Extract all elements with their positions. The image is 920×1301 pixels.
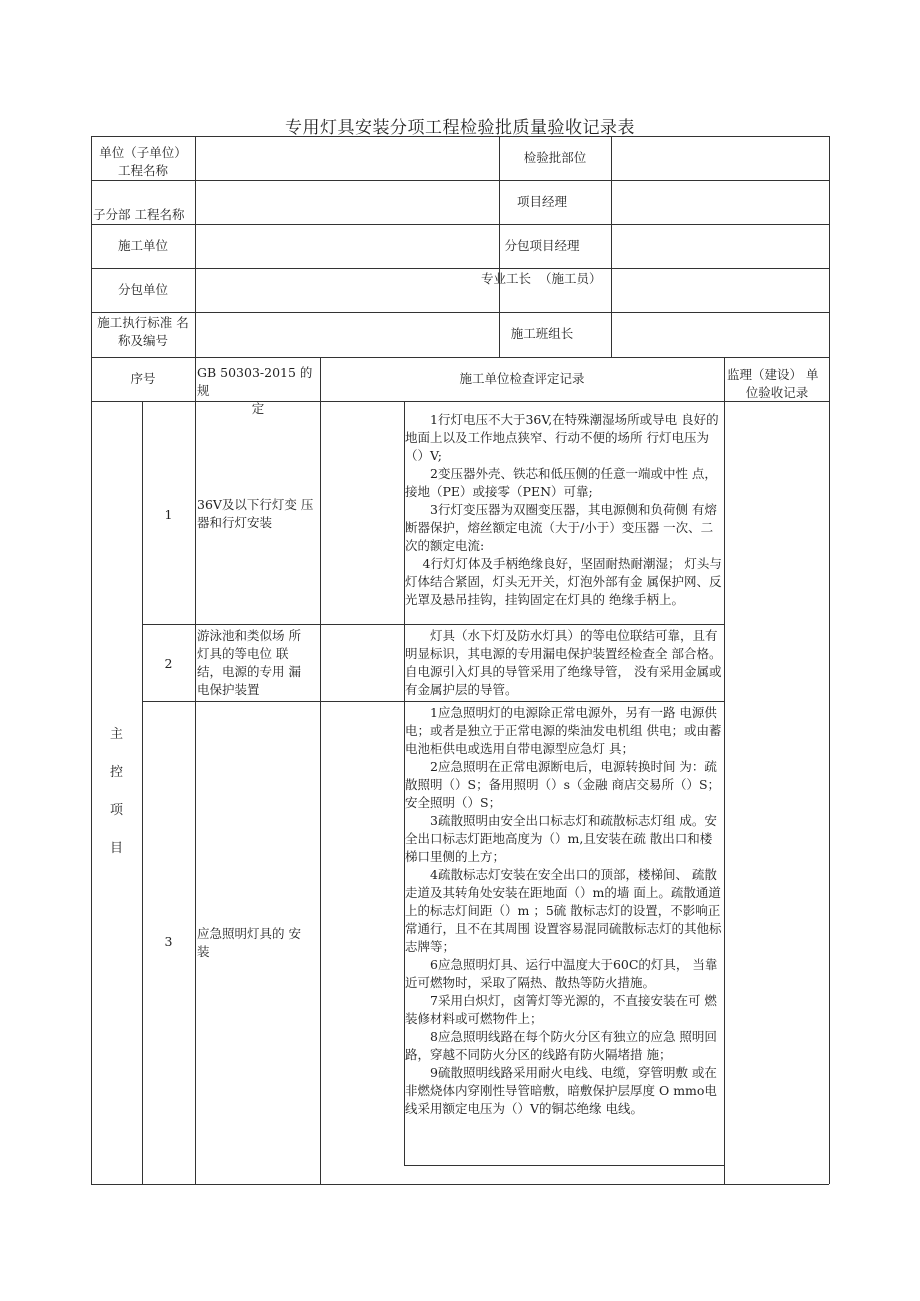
unit-label: 单位（子单位） 工程名称 bbox=[99, 145, 187, 178]
grid-line bbox=[320, 357, 321, 1184]
item-number: 1 bbox=[164, 507, 173, 522]
grid-line bbox=[724, 357, 725, 1184]
project-manager-label: 项目经理 bbox=[516, 194, 567, 209]
inspection-part-label: 检验批部位 bbox=[523, 150, 587, 165]
item-number: 3 bbox=[164, 934, 173, 949]
item-check-record: 灯具（水下灯及防水灯具）的等电位联结可靠，且有明显标识，其电源的专用漏电保护装置经检查全 部合格。自电源引入灯具的导管采用了绝缘导管， 没有采用金属或有金属护层的导管。 bbox=[405, 628, 722, 697]
item-check-record: 1行灯电压不大于36V,在特殊潮湿场所或导电 良好的地面上以及工作地点狭窄、行动不便的场所 行灯电压为（）V; 2变压器外壳、铁芯和低压侧的任意一端或中性 点，接地（PE）或接零（PEN）可靠; 3行灯变压器为双圈变压器，其电源侧和负荷侧 有熔断器保护，熔丝额定电流（大于/小于）变压器 一次、二次的额定电流: 4行灯灯体及手柄绝缘良好，坚固耐热耐潮湿； 灯头与灯体结合紧固，灯头无开关，灯泡外部有金 属保护网、反光罩及悬吊挂钩，挂钩固定在灯具的 绝缘手柄上。 bbox=[405, 412, 722, 607]
item-check-record: 1应急照明灯的电源除正常电源外，另有一路 电源供电；或者是独立于正常电源的柴油发电机组 供电；或由蓄电池柜供电或选用自带电源型应急灯 具； 2应急照明在正常电源断电后，电源转换时间 为：疏散照明（）S；备用照明（）s（金融 商店交易所（）S；安全照明（）S； 3疏散照明由安全出口标志灯和疏散标志灯组 成。安全出口标志灯距地高度为（）m,且安装在疏 散出口和楼梯口里侧的上方； 4疏散标志灯安装在安全出口的顶部，楼梯间、 疏散走道及其转角处安装在距地面（）m的墙 面上。疏散通道上的标志灯间距（）m ；5硫 散标志灯的设置，不影响正常通行，且不在其周围 设置容易混同硫散标志灯的其他标志牌等； 6应急照明灯具、运行中温度大于60C的灯具， 当靠近可燃物时，采取了隔热、散热等防火措施。 7采用白炽灯，卤箐灯等光源的，不直接安装在可 燃装修材料或可燃物件上； 8应急照明线路在每个防火分区有独立的应急 照明回路，穿越不同防火分区的线路有防火隔堵措 施； 9硫散照明线路采用耐火电线、电缆，穿管明敷 或在非燃烧体内穿刚性导管暗敷，暗敷保护层厚度 O mmo电线采用额定电压为（）V的铜芯绝缘 电线。 bbox=[405, 705, 722, 1116]
grid-line bbox=[91, 180, 829, 181]
item-number: 2 bbox=[164, 656, 173, 671]
sub-pm-label: 分包项目经理 bbox=[504, 238, 580, 253]
grid-line bbox=[195, 357, 196, 1184]
record-column-header: 施工单位检查评定记录 bbox=[459, 371, 585, 386]
grid-line bbox=[91, 357, 829, 358]
construction-unit-label: 施工单位 bbox=[117, 238, 168, 253]
grid-line bbox=[91, 136, 829, 137]
grid-line bbox=[142, 701, 724, 702]
team-leader-label: 施工班组长 bbox=[510, 326, 574, 341]
item-name: 36V及以下行灯变 压 器和行灯安装 bbox=[197, 497, 314, 530]
grid-line bbox=[91, 224, 829, 225]
supervision-column-header: 监理（建设） 单 位验收记录 bbox=[727, 367, 819, 400]
grid-line bbox=[611, 136, 612, 357]
grid-line bbox=[91, 268, 829, 269]
grid-line bbox=[142, 624, 724, 625]
subcontract-unit-label: 分包单位 bbox=[117, 282, 168, 297]
spec-column-header: GB 50303-2015 的规 定 bbox=[197, 365, 313, 416]
main-control-label: 主 控 项 目 bbox=[109, 727, 123, 856]
seq-column-header: 序号 bbox=[130, 371, 156, 386]
standard-label: 施工执行标准 名 称及编号 bbox=[97, 315, 189, 348]
item-name: 应急照明灯具的 安 装 bbox=[197, 926, 301, 959]
grid-line bbox=[195, 136, 196, 357]
page-title: 专用灯具安装分项工程检验批质量验收记录表 bbox=[285, 118, 635, 138]
grid-line bbox=[829, 136, 830, 1184]
grid-line bbox=[91, 1184, 829, 1185]
grid-line bbox=[404, 1165, 724, 1166]
sub-project-label: 子分部 工程名称 bbox=[93, 207, 185, 222]
foreman-label: 专业工长 （施工员） bbox=[481, 271, 602, 286]
grid-line bbox=[91, 312, 829, 313]
item-name: 游泳池和类似场 所 灯具的等电位 联 结，电源的专用 漏 电保护装置 bbox=[197, 628, 301, 697]
